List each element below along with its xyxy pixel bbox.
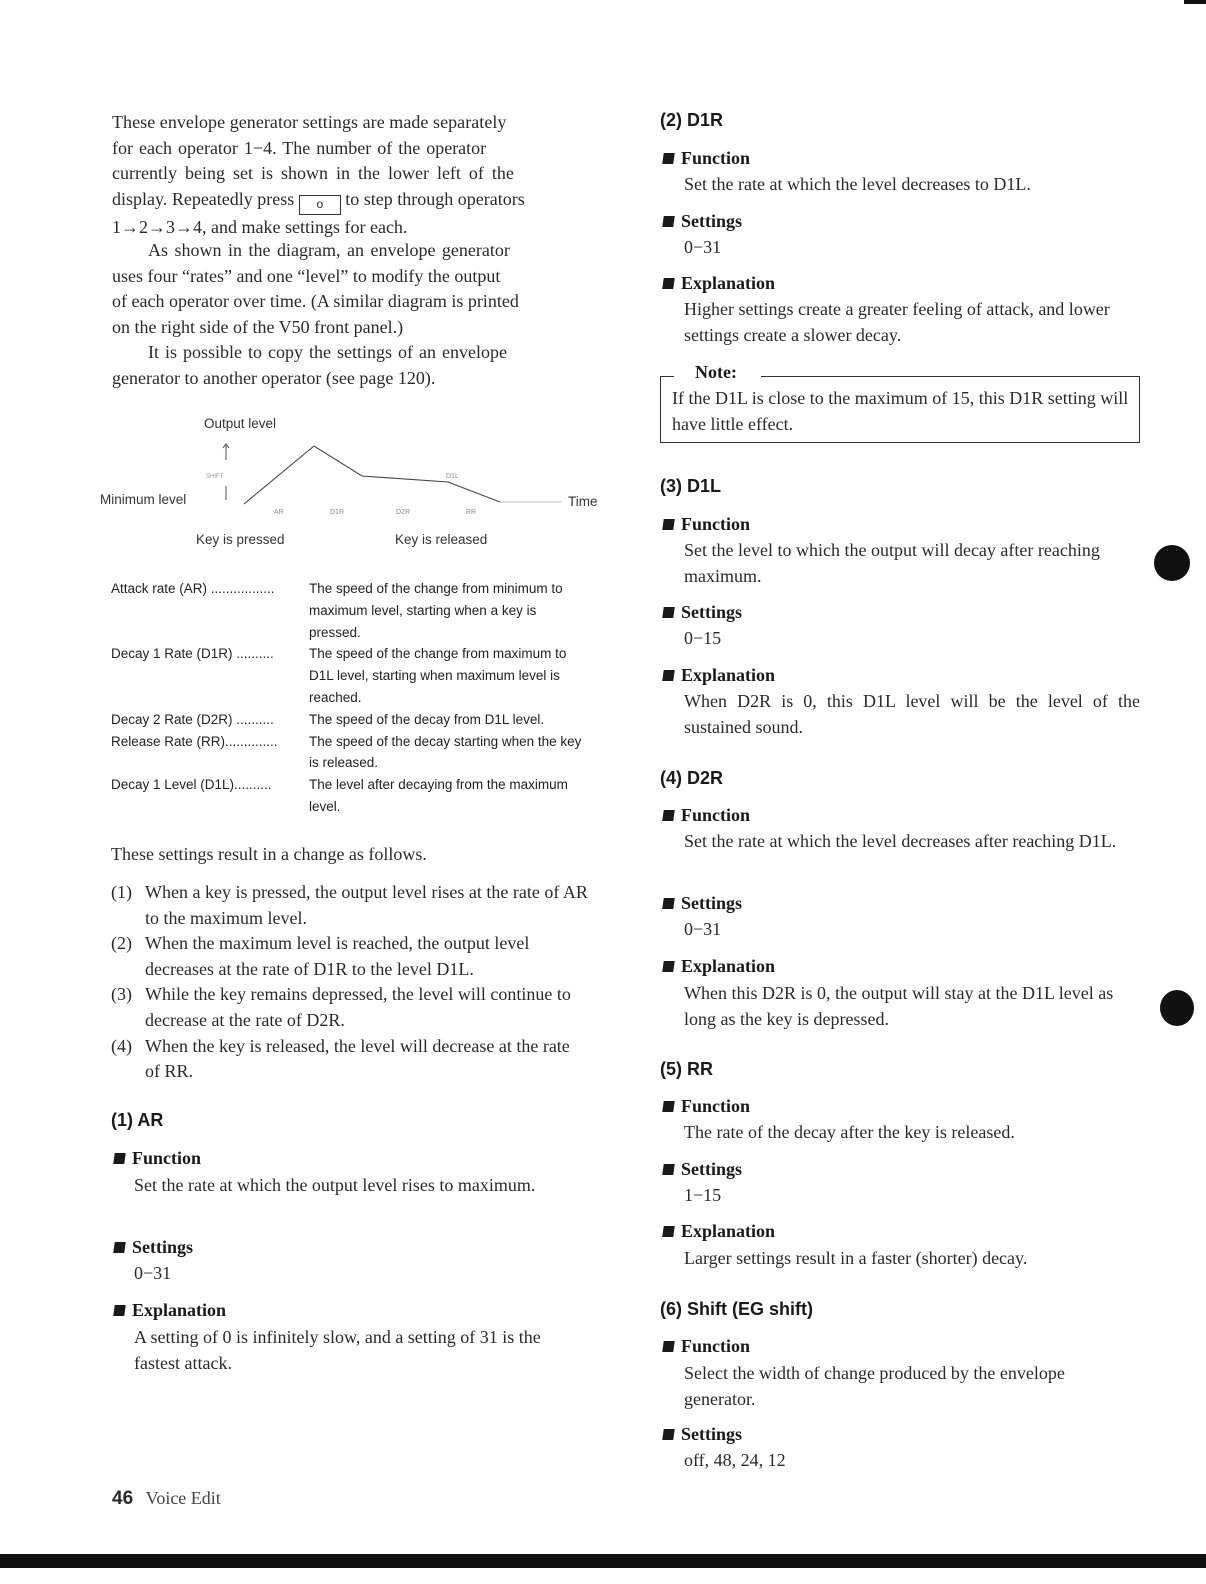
d1r-explanation-text: Higher settings create a greater feeling of attack, and lower settings create a slower decay.	[684, 299, 1110, 345]
rr-settings-label: Settings	[663, 1159, 742, 1180]
definition-desc: The speed of the decay starting when the key is released.	[309, 733, 582, 771]
definition-item	[111, 578, 591, 643]
step-item: (3) While the key remains depressed, the level will continue to decrease at the rate of D2R.	[111, 984, 571, 1030]
bullet-square-icon	[662, 961, 675, 972]
rr-function-label: Function	[663, 1096, 750, 1117]
bullet-square-icon	[662, 1101, 675, 1112]
bullet-square-icon	[662, 670, 675, 681]
rr-function-text: The rate of the decay after the key is released.	[684, 1122, 1015, 1142]
bullet-square-icon	[662, 810, 675, 821]
bullet-square-icon	[662, 278, 675, 289]
section-name: Voice Edit	[145, 1488, 221, 1508]
bullet-square-icon	[662, 1164, 675, 1175]
key-pressed-label: Key is pressed	[196, 532, 285, 547]
definition-desc: The speed of the change from minimum to maximum level, starting when a key is pressed.	[309, 581, 563, 640]
binder-hole	[1154, 545, 1190, 581]
steps-list	[111, 880, 589, 1085]
definition-desc: The speed of the change from maximum to D1L level, starting when maximum level is reached.	[309, 646, 567, 705]
d1r-settings-text: 0−31	[684, 237, 722, 257]
definition-term: Decay 1 Rate (D1R) ..........	[111, 646, 274, 662]
ar-heading: (1) AR	[111, 1110, 164, 1130]
bullet-square-icon	[113, 1153, 126, 1164]
bullet-square-icon	[662, 153, 675, 164]
scan-edge-mark	[1184, 0, 1206, 4]
diagram-intro-paragraph: As shown in the diagram, an envelope generator uses four “rates” and one “level” to modify the output of each operator over time. (A similar diagram is printed on the right side of the V50 front panel.)	[112, 240, 519, 337]
minimum-level-label: Minimum level	[100, 492, 187, 507]
operator-button-glyph: o	[299, 195, 341, 215]
step-item: (1) When a key is pressed, the output level rises at the rate of AR to the maximum level.	[111, 882, 588, 928]
ar-function-text: Set the rate at which the output level rises to maximum.	[134, 1175, 536, 1195]
note-box	[660, 362, 1140, 443]
bullet-square-icon	[662, 898, 675, 909]
bullet-square-icon	[113, 1242, 126, 1253]
d1l-explanation-text: When D2R is 0, this D1L level will be the level of the sustained sound.	[684, 691, 1140, 737]
ar-settings-label: Settings	[114, 1237, 193, 1258]
bullet-square-icon	[662, 519, 675, 530]
shift-settings-text: off, 48, 24, 12	[684, 1450, 786, 1470]
seg-ar-label: AR	[274, 509, 284, 516]
d2r-explanation-text: When this D2R is 0, the output will stay at the D1L level as long as the key is depressed.	[684, 983, 1114, 1029]
key-released-label: Key is released	[395, 532, 488, 547]
intro-line: for each operator 1−4. The number of the operator	[112, 137, 487, 158]
ar-function-label: Function	[114, 1148, 201, 1169]
d1l-label: D1L	[446, 473, 459, 480]
step-item: (2) When the maximum level is reached, the output level decreases at the rate of D1R to the level D1L.	[111, 933, 530, 979]
ar-explanation-label: Explanation	[114, 1300, 226, 1321]
bullet-square-icon	[662, 1429, 675, 1440]
d1l-settings-label: Settings	[663, 602, 742, 623]
ar-settings-text: 0−31	[134, 1263, 172, 1283]
definition-term: Release Rate (RR)..............	[111, 733, 278, 749]
envelope-curve	[244, 446, 500, 504]
d1r-settings-label: Settings	[663, 211, 742, 232]
d1r-heading: (2) D1R	[660, 110, 724, 130]
d2r-settings-text: 0−31	[684, 919, 722, 939]
seg-d2r-label: D2R	[396, 509, 411, 516]
d1r-function-text: Set the rate at which the level decreases to D1L.	[684, 174, 1031, 194]
page-number: 46	[112, 1488, 134, 1509]
d2r-heading: (4) D2R	[660, 768, 724, 788]
definition-item	[111, 643, 591, 708]
intro-line: These envelope generator settings are made separately	[112, 112, 507, 132]
bullet-square-icon	[662, 607, 675, 618]
note-text: If the D1L is close to the maximum of 15, this D1R setting will have little effect.	[672, 388, 1129, 434]
bullet-square-icon	[662, 1226, 675, 1237]
definition-term: Attack rate (AR) .................	[111, 581, 275, 596]
copy-paragraph: It is possible to copy the settings of an envelope generator to another operator (see page 120).	[112, 342, 507, 388]
shift-label: SHIFT	[206, 474, 224, 480]
binder-hole	[1160, 990, 1194, 1026]
d2r-explanation-label: Explanation	[663, 956, 775, 977]
rr-explanation-label: Explanation	[663, 1221, 775, 1242]
intro-paragraph	[112, 110, 590, 240]
rr-settings-text: 1−15	[684, 1185, 722, 1205]
d2r-function-label: Function	[663, 805, 750, 826]
definition-item	[111, 774, 591, 818]
d1l-heading: (3) D1L	[660, 476, 722, 496]
d1l-function-label: Function	[663, 514, 750, 535]
bullet-square-icon	[662, 216, 675, 227]
intro-line: currently being set is shown in the lower left of the	[112, 163, 514, 184]
definition-term: Decay 1 Level (D1L)..........	[111, 777, 272, 793]
d1l-settings-text: 0−15	[684, 628, 722, 648]
intro-line: 1→2→3→4, and make settings for each.	[112, 216, 408, 237]
ar-explanation-text: A setting of 0 is infinitely slow, and a setting of 31 is the fastest attack.	[134, 1327, 541, 1373]
bullet-square-icon	[113, 1305, 126, 1316]
envelope-diagram	[96, 406, 616, 556]
definition-term: Decay 2 Rate (D2R) ..........	[111, 711, 274, 727]
rr-heading: (5) RR	[660, 1059, 713, 1079]
shift-function-label: Function	[663, 1336, 750, 1357]
seg-d1r-label: D1R	[330, 509, 345, 516]
step-item: (4) When the key is released, the level will decrease at the rate of RR.	[111, 1035, 570, 1082]
d1l-function-text: Set the level to which the output will decay after reaching maximum.	[684, 540, 1100, 586]
time-label: Time	[568, 494, 598, 509]
d2r-settings-label: Settings	[663, 893, 742, 914]
definition-desc: The level after decaying from the maximum level.	[309, 777, 568, 814]
shift-function-text: Select the width of change produced by the envelope generator.	[684, 1363, 1065, 1409]
definition-item	[111, 731, 591, 775]
shift-heading: (6) Shift (EG shift)	[660, 1299, 813, 1319]
note-label: Note:	[695, 362, 737, 382]
rr-explanation-text: Larger settings result in a faster (shorter) decay.	[684, 1248, 1028, 1268]
d1r-function-label: Function	[663, 148, 750, 169]
scan-bottom-edge	[0, 1554, 1206, 1568]
shift-settings-label: Settings	[663, 1424, 742, 1445]
definition-item	[111, 709, 591, 731]
output-level-label: Output level	[204, 416, 277, 431]
intro-line-with-button: display. Repeatedly press o to step through operators	[112, 187, 590, 215]
page-footer	[112, 1488, 221, 1510]
result-intro: These settings result in a change as follows.	[111, 844, 427, 864]
definition-desc: The speed of the decay from D1L level.	[309, 711, 545, 727]
bullet-square-icon	[662, 1341, 675, 1352]
definition-list	[111, 578, 591, 818]
d2r-function-text: Set the rate at which the level decreases after reaching D1L.	[684, 831, 1117, 851]
d1l-explanation-label: Explanation	[663, 665, 775, 686]
d1r-explanation-label: Explanation	[663, 273, 775, 294]
seg-rr-label: RR	[466, 509, 477, 516]
